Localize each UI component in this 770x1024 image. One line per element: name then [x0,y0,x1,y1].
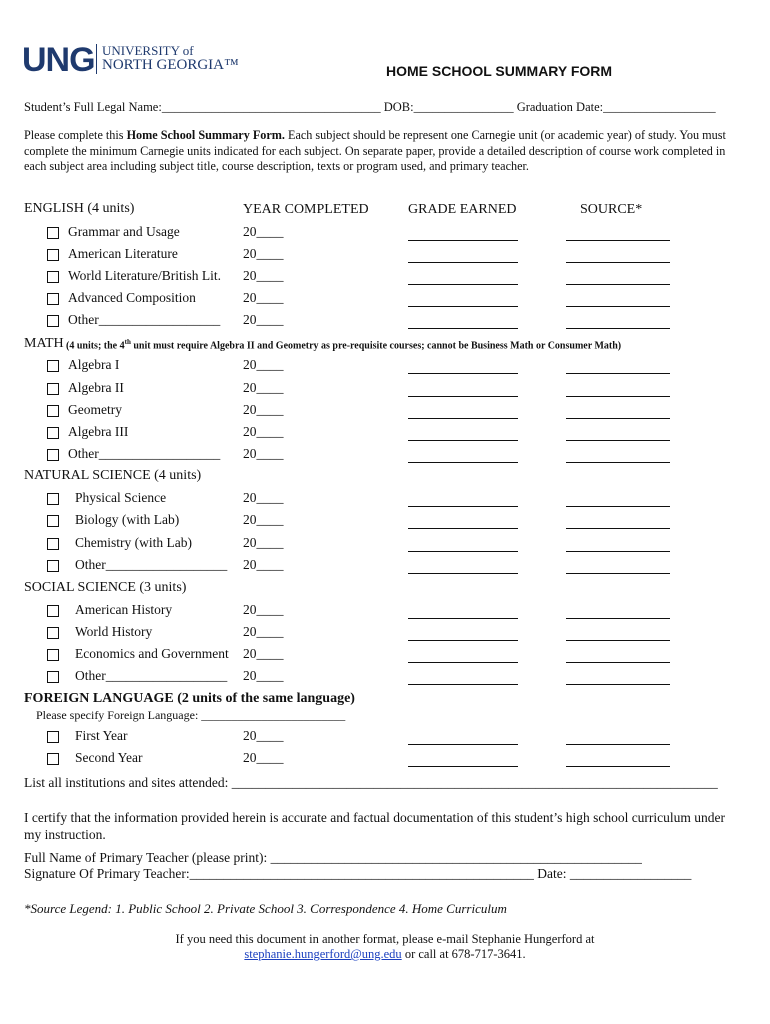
science-item-label: Chemistry (with Lab) [75,535,192,550]
year-completed-field[interactable]: 20____ [243,268,284,283]
year-completed-field[interactable]: 20____ [243,380,284,395]
english-checkbox[interactable] [47,293,59,305]
language-specify-line[interactable]: Please specify Foreign Language: ________________________ [36,708,346,722]
intro-bold: Home School Summary Form. [126,128,285,142]
source-field[interactable] [566,395,670,397]
source-field[interactable] [566,372,670,374]
science-section-title: NATURAL SCIENCE (4 units) [24,468,202,483]
math-item-label: Algebra III [68,424,129,439]
year-completed-field[interactable]: 20____ [243,402,284,417]
contact-phone: or call at 678-717-3641. [401,947,526,961]
source-field[interactable] [566,683,670,685]
science-checkbox[interactable] [47,538,59,550]
university-name-line1: UNIVERSITY of [102,43,194,58]
source-field[interactable] [566,261,670,263]
social-section-title: SOCIAL SCIENCE (3 units) [24,580,187,595]
student-info-line[interactable]: Student’s Full Legal Name:___________________________________ DOB:________________ Graduation Date:__________________ [24,100,716,114]
social-item-label: World History [75,624,153,639]
year-completed-field[interactable]: 20____ [243,535,284,550]
social-checkbox[interactable] [47,627,59,639]
contact-line-2 [0,947,770,962]
source-field[interactable] [566,283,670,285]
grade-earned-field[interactable] [408,765,518,767]
col-grade-header: GRADE EARNED [408,202,517,217]
language-item-label: Second Year [75,750,143,765]
english-item-label: World Literature/British Lit. [68,268,222,283]
grade-earned-field[interactable] [408,683,518,685]
language-section-title: FOREIGN LANGUAGE (2 units of the same language) [24,691,355,706]
source-field[interactable] [566,617,670,619]
math-note-sup: th [124,338,131,346]
year-completed-field[interactable]: 20____ [243,246,284,261]
form-title: HOME SCHOOL SUMMARY FORM [386,63,613,79]
grade-earned-field[interactable] [408,283,518,285]
english-item-label: American Literature [68,246,178,261]
year-completed-field[interactable]: 20____ [243,490,284,505]
source-field[interactable] [566,743,670,745]
language-checkbox[interactable] [47,731,59,743]
university-name [102,44,239,72]
math-item-label: Algebra I [68,357,120,372]
english-checkbox[interactable] [47,249,59,261]
year-completed-field[interactable]: 20____ [243,602,284,617]
english-item-label: Other__________________ [68,312,221,327]
year-completed-field[interactable]: 20____ [243,624,284,639]
social-checkbox[interactable] [47,671,59,683]
english-item-label: Grammar and Usage [68,224,180,239]
source-field[interactable] [566,505,670,507]
source-field[interactable] [566,639,670,641]
year-completed-field[interactable]: 20____ [243,424,284,439]
source-legend: *Source Legend: 1. Public School 2. Private School 3. Correspondence 4. Home Curriculum [24,901,507,916]
math-checkbox[interactable] [47,449,59,461]
english-item-label: Advanced Composition [68,290,196,305]
social-checkbox[interactable] [47,605,59,617]
grade-earned-field[interactable] [408,639,518,641]
year-completed-field[interactable]: 20____ [243,224,284,239]
math-checkbox[interactable] [47,383,59,395]
col-year-header: YEAR COMPLETED [243,202,369,217]
source-field[interactable] [566,550,670,552]
social-item-label: Economics and Government [75,646,229,661]
source-field[interactable] [566,527,670,529]
math-checkbox[interactable] [47,427,59,439]
intro-paragraph [24,128,744,175]
source-field[interactable] [566,765,670,767]
year-completed-field[interactable]: 20____ [243,312,284,327]
english-checkbox[interactable] [47,227,59,239]
year-completed-field[interactable]: 20____ [243,512,284,527]
grade-earned-field[interactable] [408,261,518,263]
grade-earned-field[interactable] [408,617,518,619]
grade-earned-field[interactable] [408,239,518,241]
grade-earned-field[interactable] [408,327,518,329]
math-item-label: Geometry [68,402,122,417]
math-requirement-note [66,338,621,351]
english-section-title: ENGLISH (4 units) [24,201,135,216]
year-completed-field[interactable]: 20____ [243,290,284,305]
math-note-text: (4 units; the 4 [66,340,125,352]
year-completed-field[interactable]: 20____ [243,557,284,572]
english-checkbox[interactable] [47,271,59,283]
english-checkbox[interactable] [47,315,59,327]
grade-earned-field[interactable] [408,372,518,374]
source-field[interactable] [566,661,670,663]
grade-earned-field[interactable] [408,417,518,419]
col-source-header: SOURCE* [580,202,643,217]
source-field[interactable] [566,327,670,329]
grade-earned-field[interactable] [408,505,518,507]
math-note-text: unit must require Algebra II and Geometry as pre-requisite courses; cannot be Business Math or Consumer Math) [130,340,622,352]
teacher-name-line[interactable]: Full Name of Primary Teacher (please print): _______________________________________________________ [24,850,642,865]
year-completed-field[interactable]: 20____ [243,750,284,765]
science-item-label: Physical Science [75,490,167,505]
teacher-signature-line[interactable]: Signature Of Primary Teacher:___________________________________________________ Date: __________________ [24,866,692,881]
grade-earned-field[interactable] [408,743,518,745]
source-field[interactable] [566,461,670,463]
year-completed-field[interactable]: 20____ [243,668,284,683]
grade-earned-field[interactable] [408,661,518,663]
year-completed-field[interactable]: 20____ [243,357,284,372]
science-item-label: Biology (with Lab) [75,512,180,527]
grade-earned-field[interactable] [408,550,518,552]
grade-earned-field[interactable] [408,527,518,529]
source-field[interactable] [566,439,670,441]
math-section-title: MATH [24,336,64,351]
math-item-label: Algebra II [68,380,124,395]
source-field[interactable] [566,417,670,419]
math-checkbox[interactable] [47,405,59,417]
grade-earned-field[interactable] [408,395,518,397]
intro-text-1: Please complete this [24,128,127,142]
intro-text-2: Each subject should be represent one Carnegie unit (or academic year) of study. You must complete the minimum Carnegie units indicated for each subject. On separate paper, provide a detailed description of course work completed in each subject area including subject title, course description, texts or program used, and primary teacher. [24,128,726,173]
science-checkbox[interactable] [47,515,59,527]
university-name-line2: NORTH GEORGIA™ [102,57,239,73]
math-item-label: Other__________________ [68,446,221,461]
contact-email-link[interactable]: stephanie.hungerford@ung.edu [244,947,402,961]
language-item-label: First Year [75,728,128,743]
social-item-label: American History [75,602,173,617]
grade-earned-field[interactable] [408,572,518,574]
science-item-label: Other__________________ [75,557,228,572]
grade-earned-field[interactable] [408,439,518,441]
source-field[interactable] [566,239,670,241]
year-completed-field[interactable]: 20____ [243,646,284,661]
source-field[interactable] [566,305,670,307]
institutions-line[interactable]: List all institutions and sites attended: ________________________________________________________________________ [24,775,718,790]
logo-divider [96,44,97,74]
year-completed-field[interactable]: 20____ [243,728,284,743]
ung-logo: UNG [22,41,95,79]
year-completed-field[interactable]: 20____ [243,446,284,461]
social-item-label: Other__________________ [75,668,228,683]
grade-earned-field[interactable] [408,461,518,463]
certification-statement: I certify that the information provided herein is accurate and factual documentation of this student’s high school curriculum under my instruction. [24,810,726,842]
science-checkbox[interactable] [47,493,59,505]
social-checkbox[interactable] [47,649,59,661]
source-field[interactable] [566,572,670,574]
language-checkbox[interactable] [47,753,59,765]
contact-line: If you need this document in another format, please e-mail Stephanie Hungerford at [175,932,595,946]
grade-earned-field[interactable] [408,305,518,307]
math-checkbox[interactable] [47,360,59,372]
science-checkbox[interactable] [47,560,59,572]
